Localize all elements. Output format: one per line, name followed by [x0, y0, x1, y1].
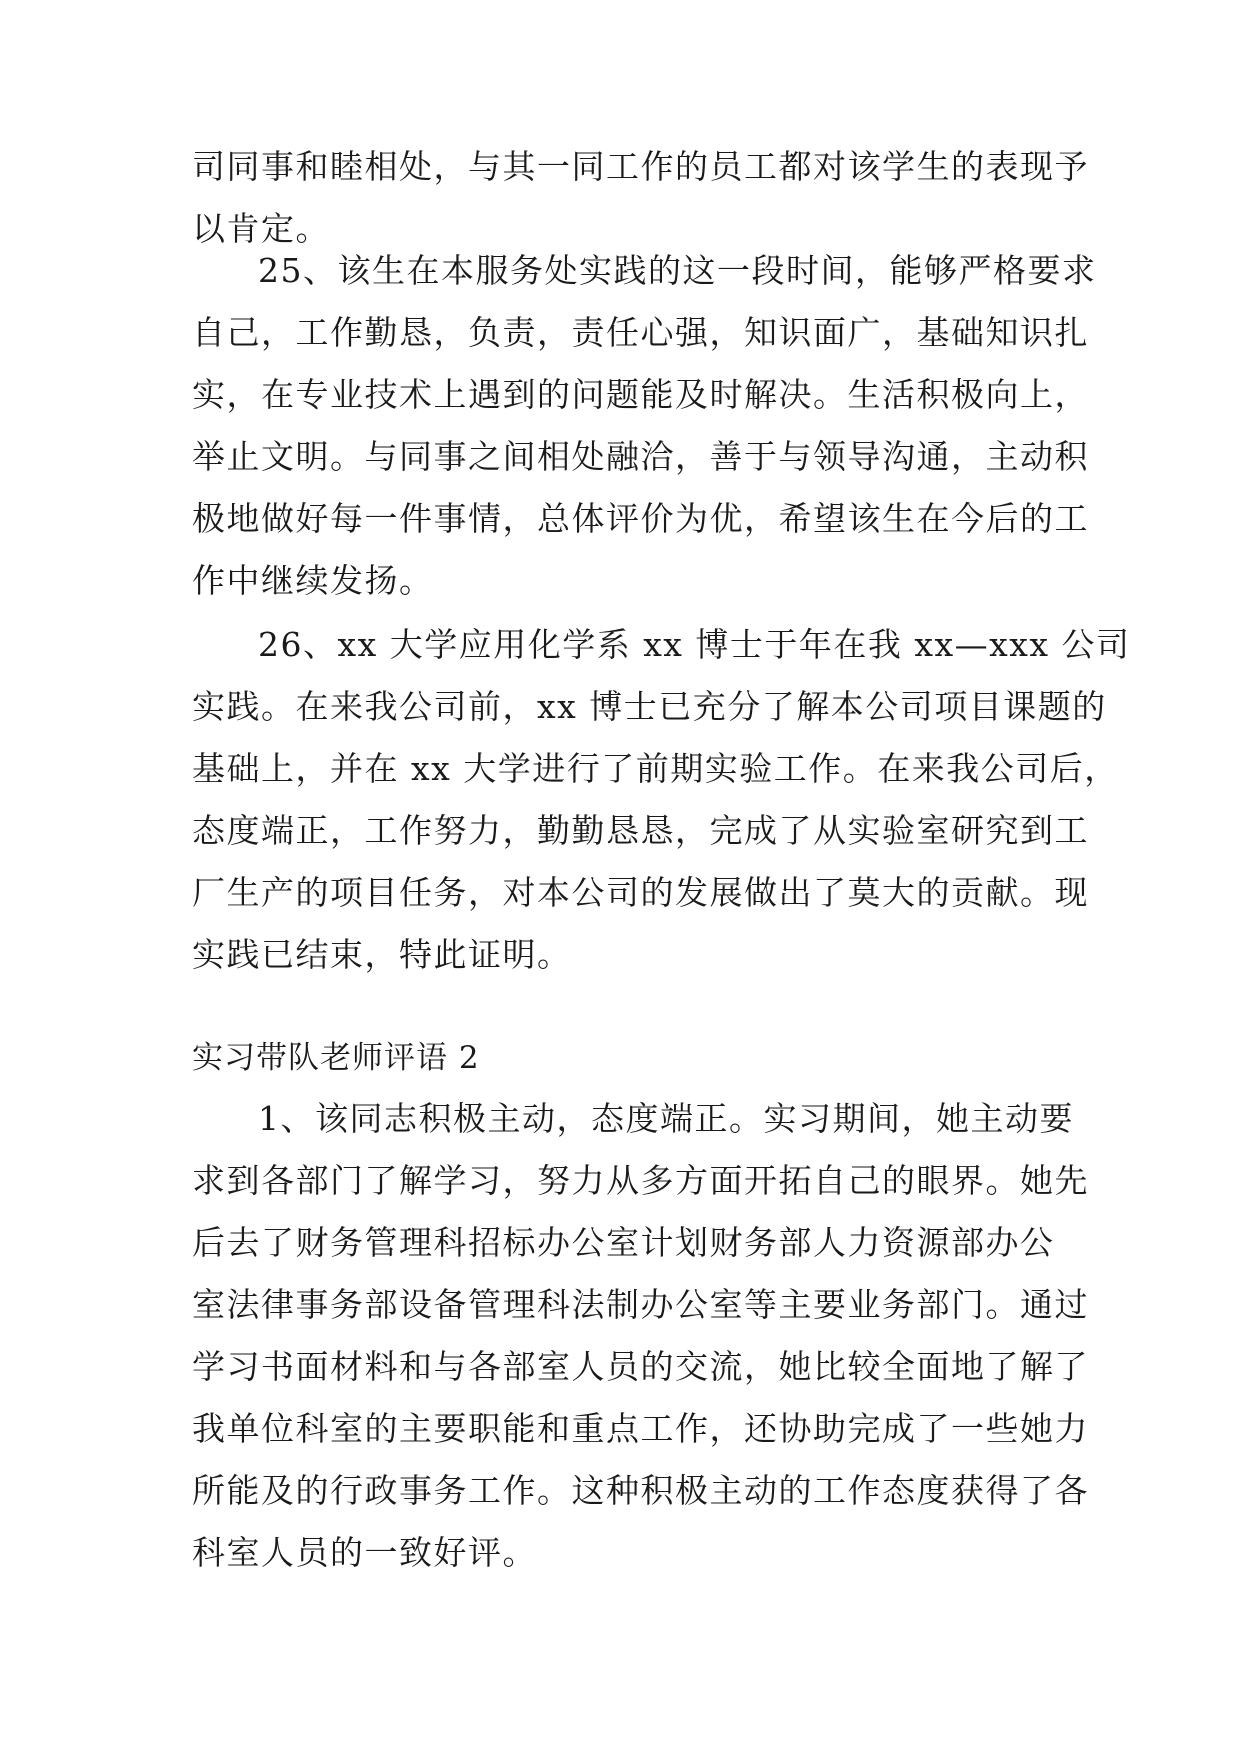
text-line: 实践已结束，特此证明。 [192, 935, 572, 974]
text-line: 作中继续发扬。 [192, 561, 434, 600]
text-line: 所能及的行政事务工作。这种积极主动的工作态度获得了各 [192, 1471, 1089, 1510]
text-line: 26、xx 大学应用化学系 xx 博士于年在我 xx—xxx 公司 [258, 625, 1131, 664]
text-line: 态度端正，工作努力，勤勤恳恳，完成了从实验室研究到工 [192, 811, 1089, 850]
text-line: 后去了财务管理科招标办公室计划财务部人力资源部办公 [192, 1223, 1055, 1262]
section-heading: 实习带队老师评语 2 [192, 1040, 480, 1076]
text-line: 室法律事务部设备管理科法制办公室等主要业务部门。通过 [192, 1285, 1089, 1324]
text-line: 以肯定。 [192, 209, 330, 248]
text-line: 求到各部门了解学习，努力从多方面开拓自己的眼界。她先 [192, 1161, 1089, 1200]
text-line: 我单位科室的主要职能和重点工作，还协助完成了一些她力 [192, 1409, 1089, 1448]
text-line: 1、该同志积极主动，态度端正。实习期间，她主动要 [258, 1099, 1074, 1138]
paragraph-26 [192, 614, 1131, 986]
text-line: 实践。在来我公司前，xx 博士已充分了解本公司项目课题的 [192, 687, 1107, 726]
text-line: 25、该生在本服务处实践的这一段时间，能够严格要求 [258, 251, 1097, 290]
text-line: 厂生产的项目任务，对本公司的发展做出了莫大的贡献。现 [192, 873, 1089, 912]
text-line: 司同事和睦相处，与其一同工作的员工都对该学生的表现予 [192, 147, 1089, 186]
text-line: 基础上，并在 xx 大学进行了前期实验工作。在来我公司后， [192, 749, 1119, 788]
text-line: 科室人员的一致好评。 [192, 1533, 537, 1572]
text-line: 极地做好每一件事情，总体评价为优，希望该生在今后的工 [192, 499, 1089, 538]
text-line: 自己，工作勤恳，负责，责任心强，知识面广，基础知识扎 [192, 313, 1089, 352]
paragraph-25 [192, 240, 1097, 612]
text-line: 学习书面材料和与各部室人员的交流，她比较全面地了解了 [192, 1347, 1089, 1386]
paragraph-1 [192, 1088, 1089, 1584]
text-line: 举止文明。与同事之间相处融洽，善于与领导沟通，主动积 [192, 437, 1089, 476]
text-line: 实，在专业技术上遇到的问题能及时解决。生活积极向上， [192, 375, 1089, 414]
